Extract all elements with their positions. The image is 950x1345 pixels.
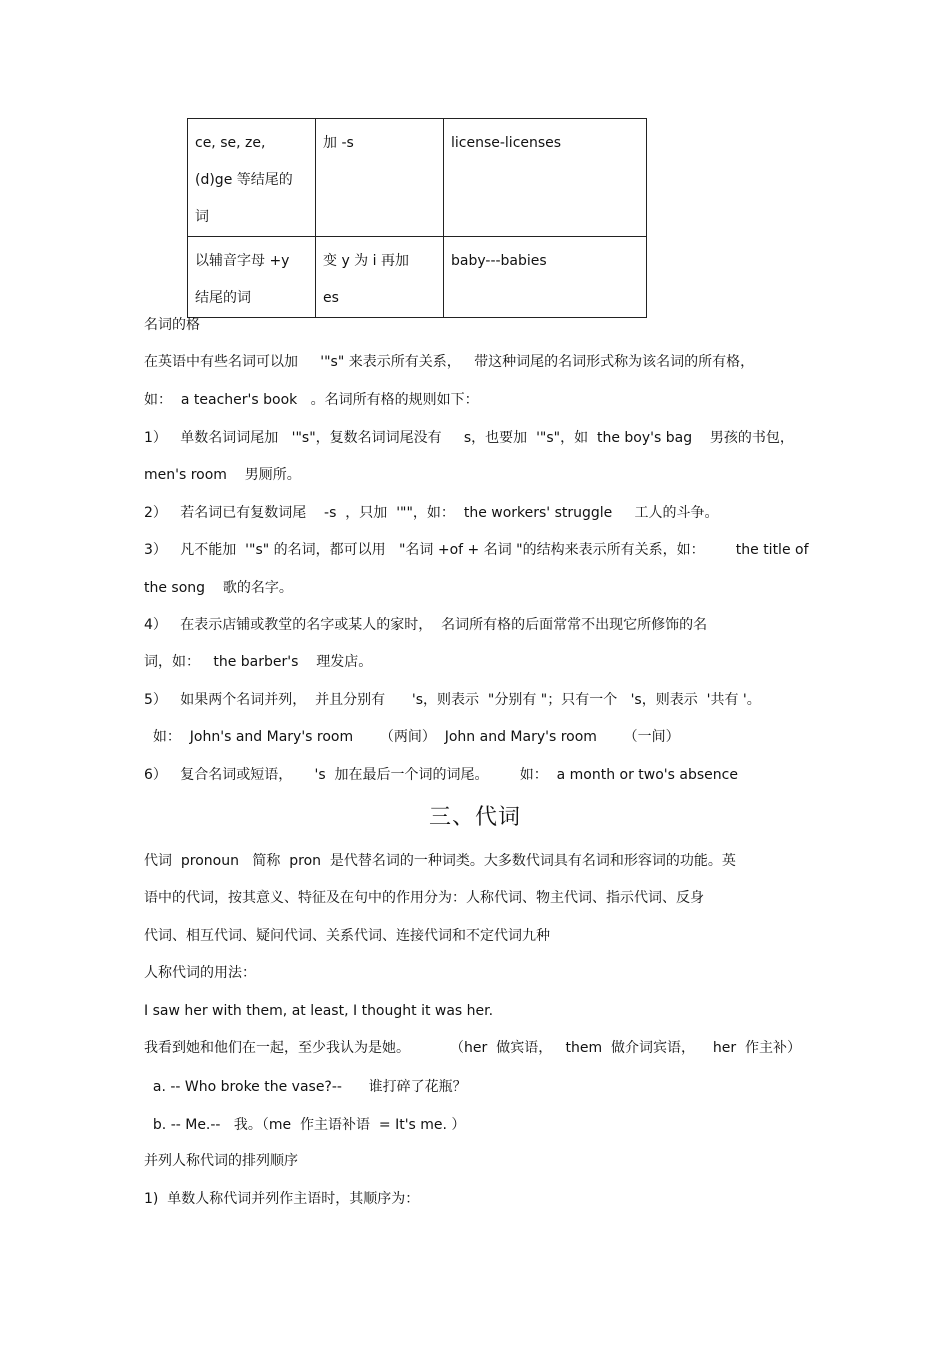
cell-text: baby---babies	[451, 253, 547, 269]
cell-text: (d)ge 等结尾的	[195, 172, 293, 188]
example-sentence: b. -- Me.-- 我。（me 作主语补语 = It's me. ）	[144, 1117, 466, 1133]
paragraph-line: 3） 凡不能加 '"s" 的名词，都可以用 "名词 +of + 名词 "的结构来表示所有关系，如： the title of	[144, 542, 809, 558]
paragraph-line: 2） 若名词已有复数词尾 -s ，只加 '""，如： the workers' struggle 工人的斗争。	[144, 505, 719, 521]
paragraph-line: 语中的代词，按其意义、特征及在句中的作用分为：人称代词、物主代词、指示代词、反身	[144, 890, 704, 906]
paragraph-line: 1） 单数名词词尾加 '"s"，复数名词词尾没有 s，也要加 '"s"，如 the boy's bag 男孩的书包，	[144, 430, 794, 446]
paragraph-line: 在英语中有些名词可以加 '"s" 来表示所有关系， 带这种词尾的名词形式称为该名词的所有格，	[144, 354, 755, 370]
table-cell	[188, 119, 316, 237]
table-cell	[444, 237, 647, 318]
paragraph-line: 代词、相互代词、疑问代词、关系代词、连接代词和不定代词九种	[144, 928, 550, 944]
section-label: 并列人称代词的排列顺序	[144, 1153, 298, 1169]
cell-text: es	[323, 290, 339, 306]
paragraph-line: the song 歌的名字。	[144, 580, 293, 596]
cell-text: license-licenses	[451, 135, 562, 151]
cell-text: 以辅音字母 +y	[195, 253, 290, 269]
section-heading: 三、代词	[428, 805, 521, 830]
cell-text: 词	[195, 209, 209, 225]
table-cell	[316, 119, 444, 237]
example-sentence: I saw her with them, at least, I thought it was her.	[144, 1003, 494, 1019]
cell-text: 加 -s	[323, 135, 354, 151]
paragraph-line: 我看到她和他们在一起，至少我认为是她。 （her 做宾语， them 做介词宾语， her 作主补）	[144, 1040, 801, 1056]
cell-text: ce, se, ze,	[195, 135, 266, 151]
rules-table	[187, 118, 647, 318]
paragraph-line: 1) 单数人称代词并列作主语时，其顺序为：	[144, 1191, 420, 1207]
table-row	[188, 237, 647, 318]
table-cell	[188, 237, 316, 318]
paragraph-line: men's room 男厕所。	[144, 467, 301, 483]
paragraph-line: 5） 如果两个名词并列， 并且分别有 's，则表示 "分别有 "；只有一个 's，则表示 '共有 '。	[144, 692, 761, 708]
section-label: 人称代词的用法：	[144, 965, 256, 981]
paragraph-line: 4） 在表示店铺或教堂的名字或某人的家时， 名词所有格的后面常常不出现它所修饰的名	[144, 617, 708, 633]
example-sentence: a. -- Who broke the vase?-- 谁打碎了花瓶？	[144, 1079, 467, 1095]
section-label: 名词的格	[144, 317, 200, 333]
paragraph-line: 词，如： the barber's 理发店。	[144, 654, 373, 670]
cell-text: 变 y 为 i 再加	[323, 253, 409, 269]
paragraph-line: 代词 pronoun 简称 pron 是代替名词的一种词类。大多数代词具有名词和形容词的功能。英	[144, 853, 736, 869]
paragraph-line: 如： a teacher's book 。名词所有格的规则如下：	[144, 392, 479, 408]
paragraph-line: 如： John's and Mary's room （两间） John and Mary's room （一间）	[144, 729, 680, 745]
table-cell	[316, 237, 444, 318]
table-cell	[444, 119, 647, 237]
cell-text: 结尾的词	[195, 290, 251, 306]
paragraph-line: 6） 复合名词或短语， 's 加在最后一个词的词尾。 如： a month or two's absence	[144, 767, 738, 783]
table-row	[188, 119, 647, 237]
